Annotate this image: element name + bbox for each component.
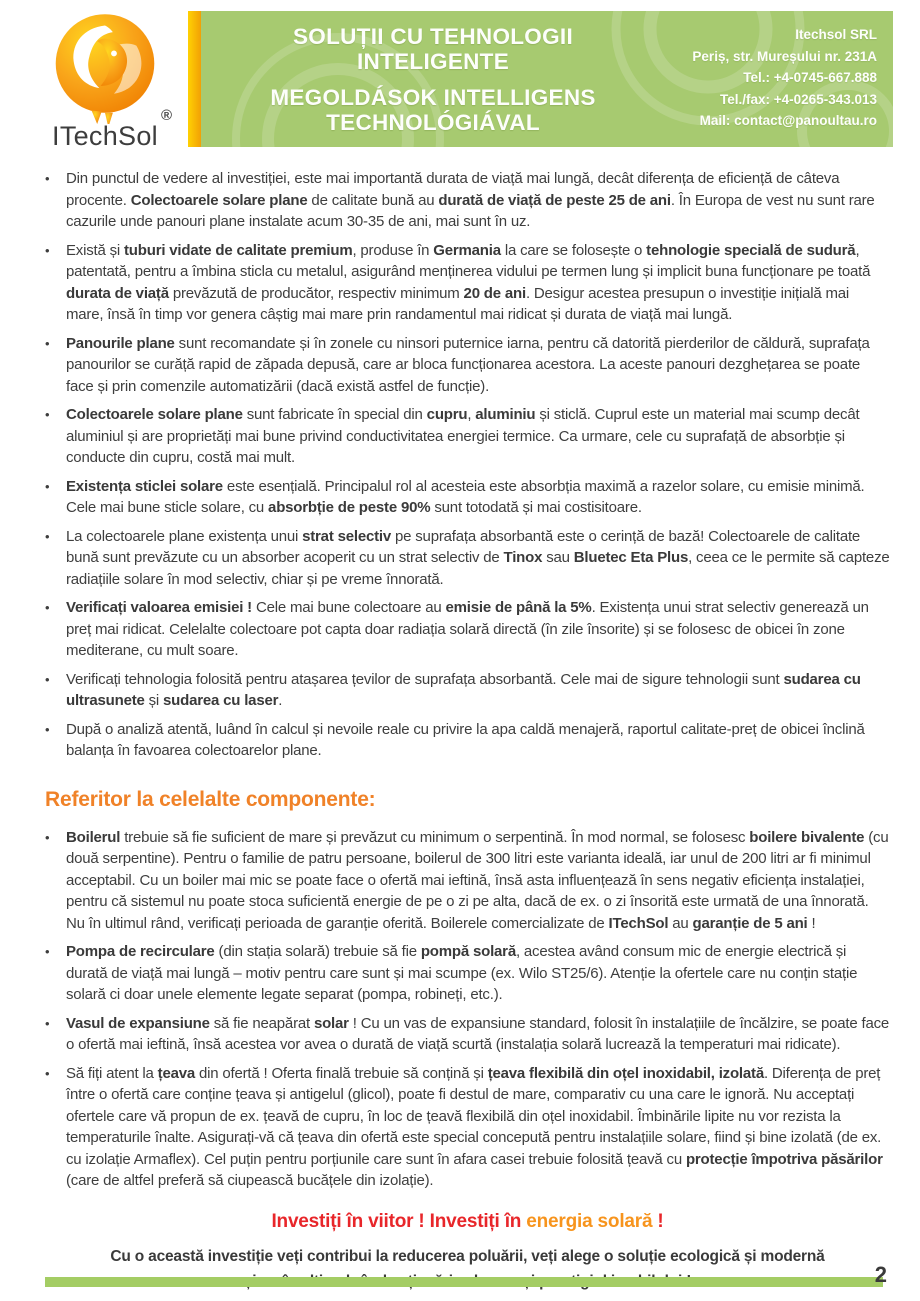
list-item: [45, 669, 890, 712]
contact-company: Itechsol SRL: [795, 27, 877, 42]
list-item: [45, 941, 890, 1006]
list-item: [45, 526, 890, 591]
list-item: [45, 476, 890, 519]
contact-block: [692, 24, 877, 132]
bullet-marker-icon: •: [45, 478, 50, 494]
bullet-list-main: [45, 168, 890, 762]
list-item-text: Panourile plane sunt recomandate și în zonele cu ninsori puternice iarna, pentru că datorită pierderilor de căldură, suprafața panourilor se curăță rapid de zăpada depusă, care ar bloca funcționarea acestora. La aceste panouri dezghețarea se poate face și prin comenzile automatizării (dacă există astfel de funcție).: [66, 334, 870, 395]
list-item-text: Existența sticlei solare este esențială. Principalul rol al acesteia este absorbția maximă a razelor solare, cu emisie minimă. Cele mai bune sticle solare, cu absorbție de peste 90% sunt totodată și mai costisitoare.: [66, 477, 865, 516]
list-item: [45, 827, 890, 935]
bullet-marker-icon: •: [45, 721, 50, 737]
list-item-text: La colectoarele plane existența unui strat selectiv pe suprafața absorbantă este o cerință de bază! Colectoarele de calitate bună sunt prevăzute cu un absorber acoperit cu un strat selectiv de Tinox sau Bluetec Eta Plus, ceea ce le permite să capteze radiațiile solare în mod selectiv, chiar și pe vreme înnorată.: [66, 527, 890, 588]
list-item-text: Vasul de expansiune să fie neapărat solar ! Cu un vas de expansiune standard, folosit în instalațiile de încălzire, se poate face o ofertă mai ieftină, însă acestea vor avea o durată de viață scurtă (instalația solară lucrează la temperaturi mai ridicate).: [66, 1014, 890, 1053]
bullet-marker-icon: •: [45, 171, 50, 186]
bullet-marker-icon: •: [45, 944, 50, 959]
list-item: [45, 597, 890, 662]
phoenix-icon: [45, 12, 165, 124]
banner-title-ro: SOLUȚII CU TEHNOLOGII INTELIGENTE: [292, 23, 574, 74]
list-item-text: Colectoarele solare plane sunt fabricate în special din cupru, aluminiu și sticlă. Cuprul este un material mai scump decât aluminiul și are proprietăți mai bune privind conductivitatea energiei termice. Ca urmare, cele cu suprafață de absorbție și conducte din cupru, costă mai mult.: [66, 406, 860, 466]
list-item-text: Pompa de recirculare (din stația solară) trebuie să fie pompă solară, acestea având consum mic de energie electrică și durată de viață mai lungă – motiv pentru care sunt și mai scumpe (ex. Wilo ST25/6). Atenție la ofertele care nu conțin stație solară ci doar unele elemente legate separat (pompa, robineți, etc.).: [66, 943, 858, 1003]
bullet-marker-icon: •: [45, 1065, 50, 1081]
bullet-marker-icon: •: [45, 671, 50, 687]
list-item-text: Boilerul trebuie să fie suficient de mare și prevăzut cu minimum o serpentină. În mod normal, se folosesc boilere bivalente (cu două serpentine). Pentru o familie de patru persoane, boilerul de 300 litri este varianta ideală, iar unul de 200 litri ar fi minimul acceptabil. Cu un boiler mai mic se poate face o ofertă mai ieftină, însă asta influențează în sens negativ eficiența instalației, pentru că sistemul nu poate stoca suficientă energie de pe o zi pe alta, dacă de ex. o zi însorită este urmată de una înnorată. Nu în ultimul rând, verificați perioada de garanție oferită. Boilerele comercializate de ITechSol au garanție de 5 ani !: [66, 828, 889, 932]
header-banner: [188, 11, 893, 147]
registered-mark: ®: [160, 107, 172, 124]
contact-mail: Mail: contact@panoultau.ro: [699, 113, 877, 128]
bullet-list-components: [45, 827, 890, 1192]
list-item: [45, 1063, 890, 1192]
bullet-marker-icon: •: [45, 1015, 50, 1031]
banner-titles: [218, 11, 648, 147]
list-item: [45, 1013, 890, 1056]
list-item-text: Verificați tehnologia folosită pentru atașarea țevilor de suprafața absorbantă. Cele mai de sigure tehnologii sunt sudarea cu ultrasunete și sudarea cu laser.: [66, 670, 861, 709]
document-body: [45, 168, 890, 1294]
cta-line: Investiți în viitor ! Investiți în energia solară !: [271, 1210, 664, 1232]
list-item-text: Există și tuburi vidate de calitate premium, produse în Germania la care se folosește o tehnologie specială de sudură, patentată, pentru a îmbina sticla cu metalul, asigurând menținerea vidului pe termen lung și implicit buna funcționare pe toată durata de viață prevăzută de producător, respectiv minimum 20 de ani. Desigur acestea presupun o investiție inițială mai mare, însă în timp vor genera câștig mai mare prin randamentul mai ridicat și durata de viață mai lungă.: [66, 241, 871, 323]
banner-title-hu: MEGOLDÁSOK INTELLIGENS TECHNOLÓGIÁVAL: [270, 84, 596, 135]
section-heading: Referitor la celelalte componente:: [45, 787, 376, 811]
contact-tel: Tel.: +4-0745-667.888: [743, 70, 877, 85]
closing-line-1: Cu o această investiție veți contribui la reducerea poluării, veți alege o soluție ecologică și modernă: [110, 1247, 825, 1265]
page-number: 2: [874, 1262, 887, 1287]
list-item: [45, 404, 890, 469]
brand-name: ITechSol: [52, 121, 158, 151]
bullet-marker-icon: •: [45, 407, 50, 422]
bullet-marker-icon: •: [45, 528, 50, 544]
bullet-marker-icon: •: [45, 600, 50, 615]
company-logo: [36, 12, 174, 150]
list-item-text: După o analiză atentă, luând în calcul și nevoile reale cu privire la apa caldă menajeră, raportul calitate-preț de obicei înclină balanța în favoarea colectoarelor plane.: [66, 720, 865, 759]
list-item-text: Din punctul de vedere al investiției, este mai importantă durata de viață mai lungă, decât diferența de eficiență de câteva procente. Colectoarele solare plane de calitate bună au durată de viață de peste 25 de ani. În Europa de vest nu sunt rare cazurile unde panouri plane instalate acum 30-35 de ani, mai sunt în uz.: [66, 170, 875, 230]
list-item: [45, 333, 890, 398]
bullet-marker-icon: •: [45, 335, 50, 351]
list-item-text: Să fiți atent la țeava din ofertă ! Oferta finală trebuie să conțină și țeava flexibilă din oțel inoxidabil, izolată. Diferența de preț între o ofertă care conține țeava și antigelul (glicol), poate fi destul de mare, comparativ cu una care le ignoră. Nu acceptați ofertele care vă propun de ex. țeavă de cupru, în loc de țeavă flexibilă din oțel inoxidabil. Îmbinările lipite nu vor rezista la temperaturile înalte. Asigurați-vă că țeava din ofertă este special concepută pentru instalațiile solare, fiind și bine izolată (de ex. cu izolație Armaflex). Cel puțin pentru porțiunile care sunt în afara casei trebuie folosită țeavă cu protecție împotriva păsărilor (care de altfel preferă să ciupească bucățele din izolație).: [66, 1064, 883, 1189]
bullet-marker-icon: •: [45, 829, 50, 845]
list-item: [45, 719, 890, 762]
bullet-marker-icon: •: [45, 242, 50, 258]
contact-address: Periș, str. Mureșului nr. 231A: [692, 48, 877, 64]
banner-accent-stripe: [188, 11, 201, 147]
footer-bar: [45, 1277, 883, 1287]
list-item: [45, 240, 890, 326]
contact-telfax: Tel./fax: +4-0265-343.013: [720, 91, 877, 107]
list-item: [45, 168, 890, 233]
list-item-text: Verificați valoarea emisiei ! Cele mai bune colectoare au emisie de până la 5%. Existența unui strat selectiv generează un preț mai ridicat. Celelalte colectoare pot capta doar radiația solară directă (în zile însorite) și se folosesc de obicei în zone mediterane, cu mult soare.: [66, 599, 869, 659]
